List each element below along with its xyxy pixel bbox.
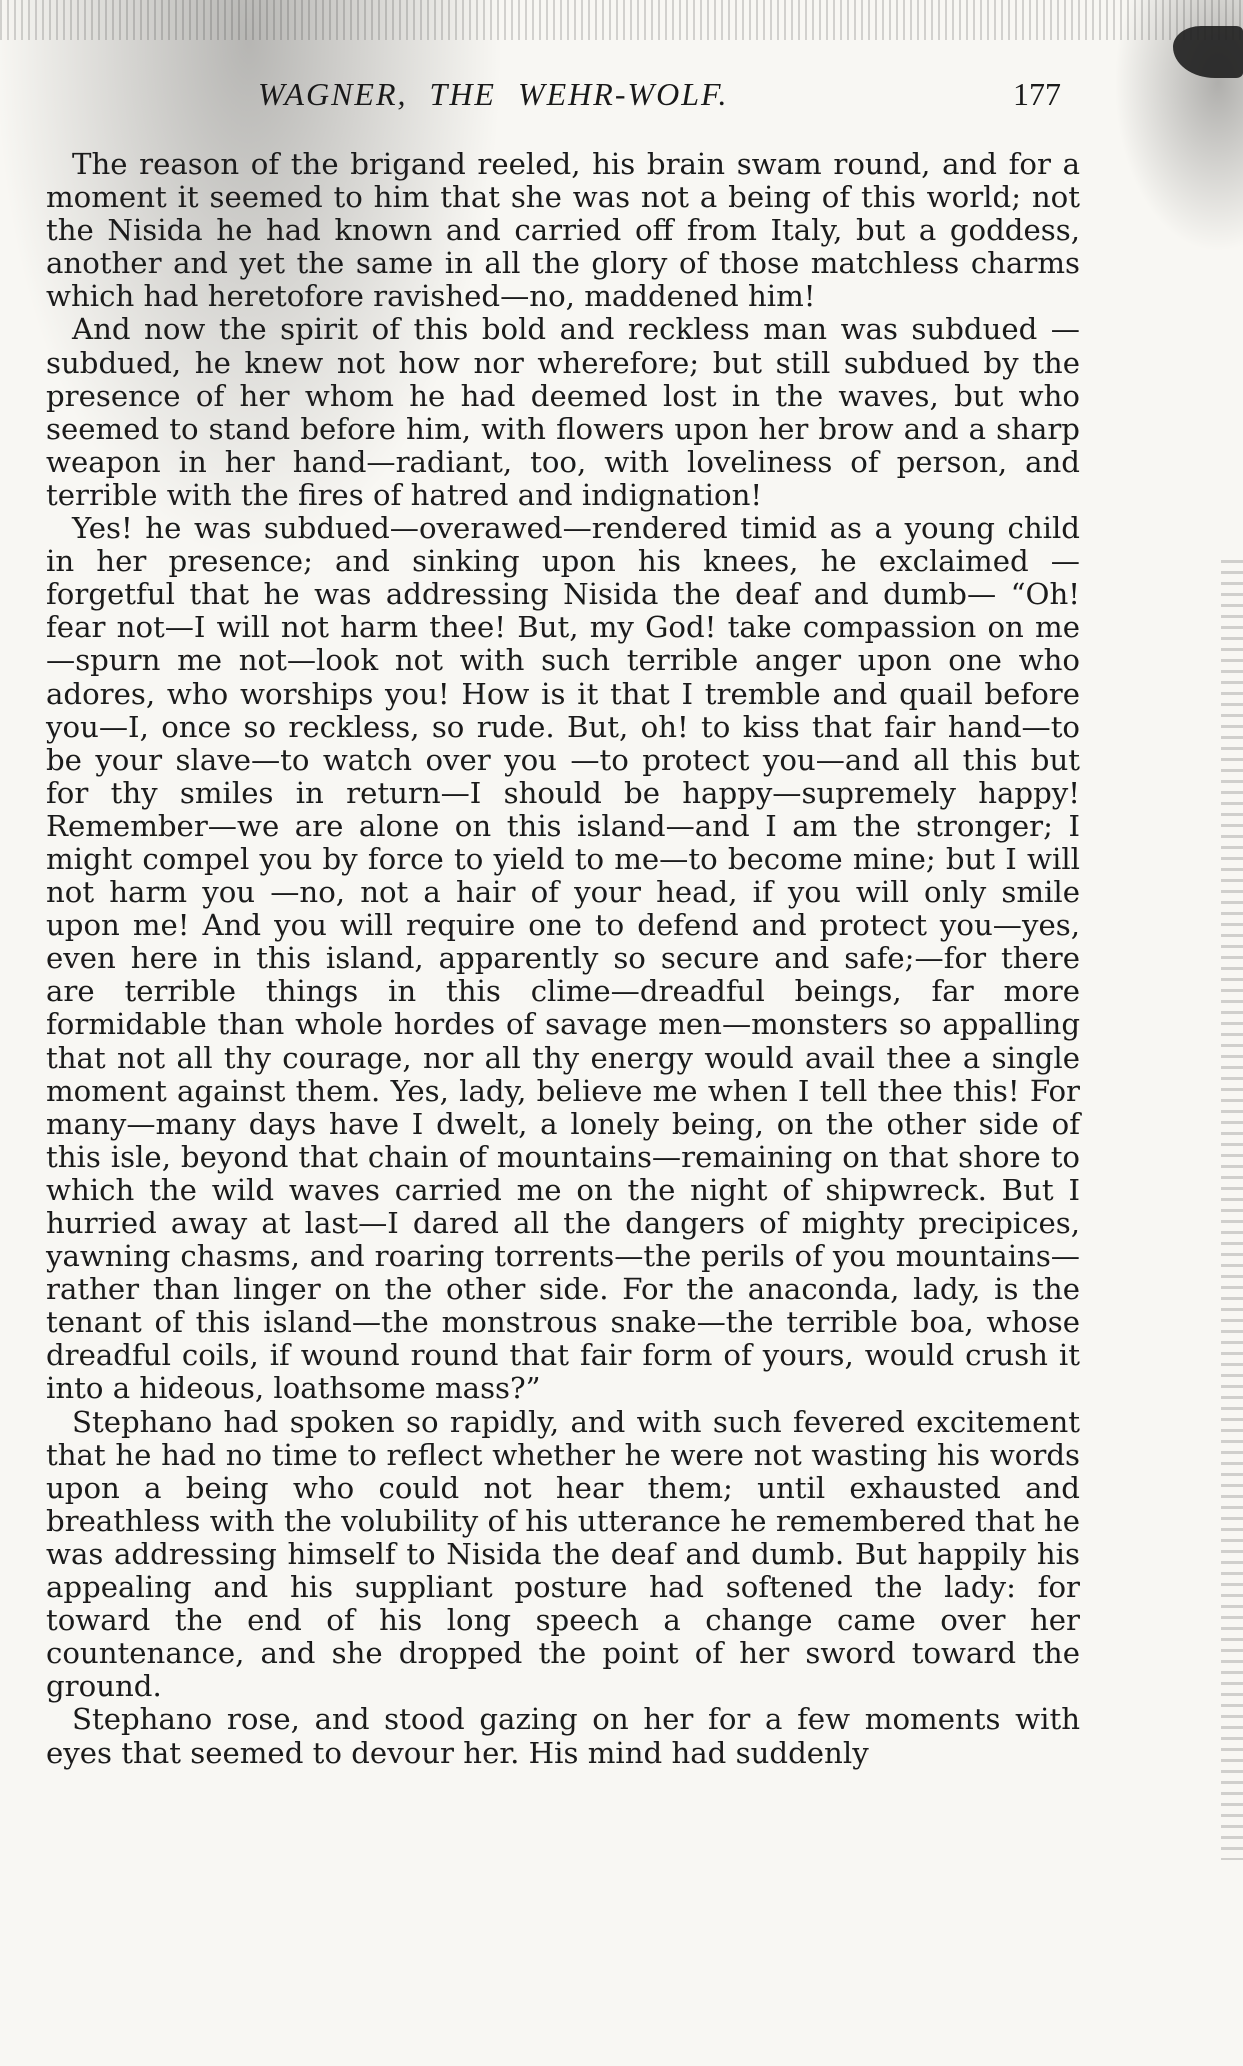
running-head (258, 76, 1068, 122)
paragraph: Yes! he was subdued—overawed—rendered timid as a young child in her presence; and sinking upon his knees, he exclaimed —forgetful that he was addressing Nisida the deaf and dumb— “Oh! fear not—I will not harm thee! But, my God! take compassion on me—spurn me not—look not with such terrible anger upon one who adores, who worships you! How is it that I tremble and quail before you—I, once so reckless, so rude. But, oh! to kiss that fair hand—to be your slave—to watch over you —to protect you—and all this but for thy smiles in return—I should be happy—supremely happy! Remember—we are alone on this island—and I am the stronger; I might compel you by force to yield to me—to become mine; but I will not harm you —no, not a hair of your head, if you will only smile upon me! And you will require one to defend and protect you—yes, even here in this island, apparently so secure and safe;—for there are terrible things in this clime—dreadful beings, far more formidable than whole hordes of savage men—monsters so appalling that not all thy courage, nor all thy energy would avail thee a single moment against them. Yes, lady, believe me when I tell thee this! For many—many days have I dwelt, a lonely being, on the other side of this isle, beyond that chain of mountains—remaining on that shore to which the wild waves carried me on the night of shipwreck. But I hurried away at last—I dared all the dangers of mighty precipices, yawning chasms, and roaring torrents—the perils of you mountains—rather than linger on the other side. For the anaconda, lady, is the tenant of this island—the monstrous snake—the terrible boa, whose dreadful coils, if wound round that fair form of yours, would crush it into a hideous, loathsome mass?” (46, 511, 1080, 1406)
running-head-title: WAGNER, THE WEHR-WOLF. (258, 76, 729, 112)
page-number: 177 (1013, 76, 1061, 112)
scan-corner-blot (1173, 26, 1243, 78)
body-text (46, 148, 1080, 1770)
scan-right-edge-speckle (1221, 560, 1243, 1860)
scan-edge-noise (0, 0, 1243, 40)
paragraph: The reason of the brigand reeled, his brain swam round, and for a moment it seemed to him that she was not a being of this world; not the Nisida he had known and carried off from Italy, but a goddess, another and yet the same in all the glory of those matchless charms which had heretofore ravished—no, maddened him! (46, 147, 1080, 314)
paragraph: Stephano rose, and stood gazing on her for a few moments with eyes that seemed to devour her. His mind had suddenly (46, 1702, 1080, 1770)
paragraph: And now the spirit of this bold and reckless man was subdued —subdued, he knew not how nor wherefore; but still subdued by the presence of her whom he had deemed lost in the waves, but who seemed to stand before him, with flowers upon her brow and a sharp weapon in her hand—radiant, too, with loveliness of person, and terrible with the fires of hatred and indignation! (46, 312, 1080, 512)
paragraph: Stephano had spoken so rapidly, and with such fevered excitement that he had no time to reflect whether he were not wasting his words upon a being who could not hear them; until exhausted and breathless with the volubility of his utterance he remembered that he was addressing himself to Nisida the deaf and dumb. But happily his appealing and his suppliant posture had softened the lady: for toward the end of his long speech a change came over her countenance, and she dropped the point of her sword toward the ground. (46, 1404, 1080, 1704)
